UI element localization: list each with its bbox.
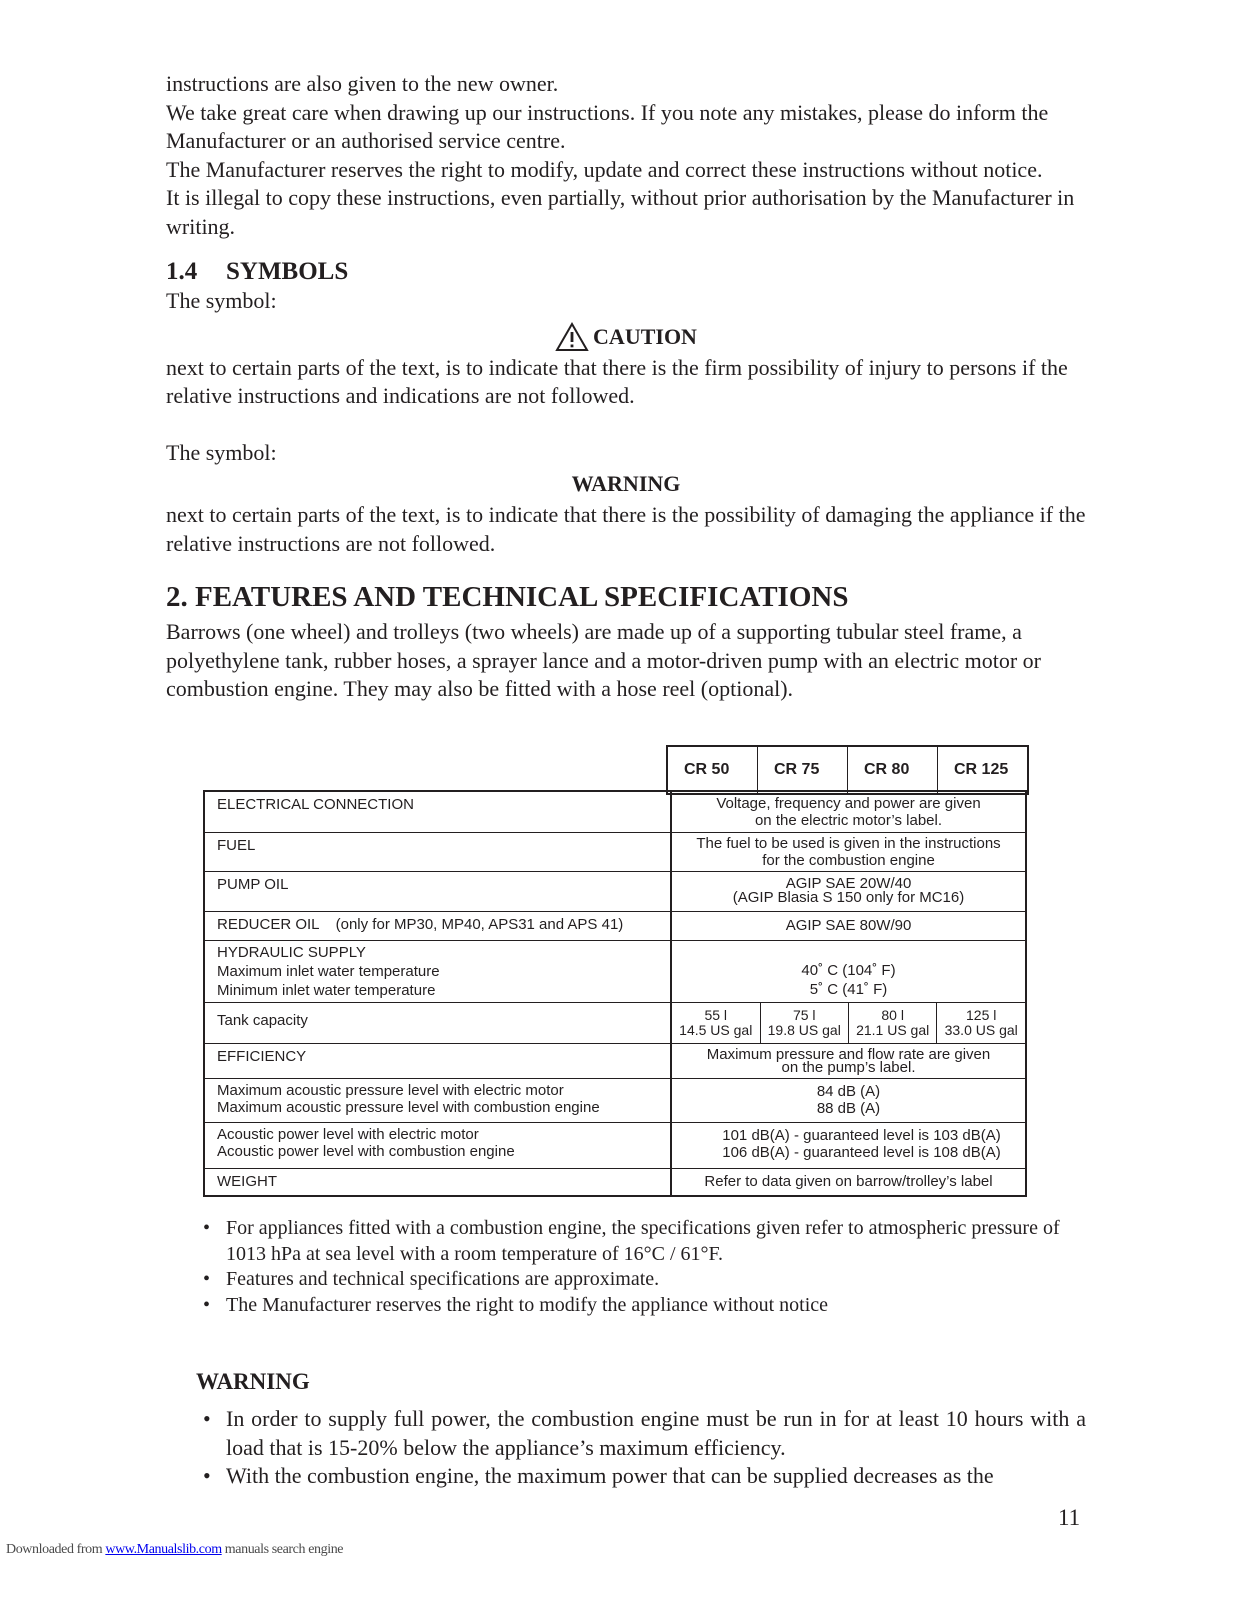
warning-list: [203, 1405, 1086, 1491]
reducer-oil-value: AGIP SAE 80W/90: [671, 911, 1026, 940]
hydraulic-label: [204, 940, 671, 1002]
tank-cr50-litres: 55 l: [704, 1006, 728, 1023]
acoustic-power-label: [204, 1122, 671, 1168]
symbols-heading: [166, 257, 1086, 287]
weight-value: Refer to data given on barrow/trolley’s label: [671, 1168, 1026, 1196]
acoustic-power-label-2: Acoustic power level with combustion engine: [217, 1142, 515, 1160]
features-heading: 2. FEATURES AND TECHNICAL SPECIFICATIONS: [166, 581, 849, 613]
acoustic-pressure-value-2: 88 dB (A): [816, 1100, 881, 1117]
table-row: [204, 871, 1026, 911]
hydraulic-value: [671, 940, 1026, 1002]
tank-cr80-litres: 80 l: [881, 1006, 904, 1023]
tank-cr50: [671, 1002, 760, 1043]
pump-oil-label: PUMP OIL: [204, 871, 671, 911]
table-row: [204, 1002, 1026, 1043]
table-row: [204, 1043, 1026, 1078]
spec-rows: [203, 790, 1027, 1197]
table-row: [204, 832, 1026, 871]
model-header: [666, 745, 1029, 795]
spec-notes: [203, 1216, 1088, 1318]
hydraulic-value-2: 5˚ C (41˚ F): [809, 981, 888, 998]
model-cr75: CR 75: [758, 747, 848, 793]
tank-cr50-gallons: 14.5 US gal: [679, 1021, 753, 1038]
intro-line-3: The Manufacturer reserves the right to modify, update and correct these instructions without notice.: [166, 156, 1043, 182]
model-cr125: CR 125: [954, 761, 1009, 778]
efficiency-value: [671, 1043, 1026, 1078]
efficiency-value-1: Maximum pressure and flow rate are given: [706, 1045, 991, 1063]
tank-cr80-gallons: 21.1 US gal: [856, 1021, 930, 1038]
warning-text: next to certain parts of the text, is to indicate that there is the possibility of damaging the appliance if the relative instructions are not followed.: [166, 502, 1086, 556]
acoustic-pressure-label: [204, 1078, 671, 1122]
acoustic-power-value-2: 106 dB(A) - guaranteed level is 108 dB(A): [722, 1143, 1001, 1161]
tank-cr80: [848, 1002, 936, 1043]
intro-line-4: It is illegal to copy these instructions, even partially, without prior authorisation by the Manufacturer in writing.: [166, 185, 1075, 239]
pump-oil-value-2: (AGIP Blasia S 150 only for MC16): [732, 889, 965, 906]
manualslib-link[interactable]: www.Manualslib.com: [105, 1542, 222, 1557]
symbol-intro-2: The symbol:: [166, 439, 277, 465]
download-footer: [6, 1542, 343, 1558]
electrical-label: ELECTRICAL CONNECTION: [204, 791, 671, 832]
intro-line-1: instructions are also given to the new owner.: [166, 71, 559, 96]
electrical-value-1: Voltage, frequency and power are given: [716, 794, 981, 812]
model-cr50: CR 50: [668, 747, 758, 793]
list-item: • With the combustion engine, the maximum power that can be supplied decreases as the: [203, 1462, 1086, 1491]
tank-cr125-gallons: 33.0 US gal: [944, 1021, 1018, 1038]
fuel-value-1: The fuel to be used is given in the instructions: [696, 834, 1001, 852]
symbols-title: SYMBOLS: [226, 258, 349, 285]
intro-line-2: We take great care when drawing up our instructions. If you note any mistakes, please do inform the Manufacturer or an authorised service centre.: [166, 99, 1049, 153]
tank-cr125: [937, 1002, 1026, 1043]
hydraulic-label-1: HYDRAULIC SUPPLY: [217, 943, 366, 961]
tank-cr75-gallons: 19.8 US gal: [767, 1021, 841, 1038]
symbols-number: 1.4: [166, 258, 198, 285]
electrical-value: [671, 791, 1026, 832]
acoustic-power-label-1: Acoustic power level with electric motor: [217, 1125, 479, 1143]
footer-prefix: Downloaded from: [6, 1542, 106, 1557]
efficiency-label: EFFICIENCY: [204, 1043, 671, 1078]
table-row: [204, 1078, 1026, 1122]
efficiency-value-2: on the pump’s label.: [781, 1058, 916, 1076]
table-row: [204, 911, 1026, 940]
model-cr80: CR 80: [848, 747, 938, 793]
list-item: • The Manufacturer reserves the right to modify the appliance without notice: [203, 1293, 1088, 1319]
list-item: • For appliances fitted with a combustion engine, the specifications given refer to atmospheric pressure of 1013 hPa at sea level with a room temperature of 16°C / 61°F.: [203, 1216, 1088, 1267]
table-row: [204, 791, 1026, 832]
weight-label: WEIGHT: [204, 1168, 671, 1196]
acoustic-power-value-1: 101 dB(A) - guaranteed level is 103 dB(A): [722, 1126, 1001, 1144]
tank-cr125-litres: 125 l: [966, 1006, 997, 1023]
table-row: [204, 940, 1026, 1002]
table-row: [204, 1168, 1026, 1196]
hydraulic-label-3: Minimum inlet water temperature: [217, 981, 436, 999]
acoustic-pressure-value: [671, 1078, 1026, 1122]
hydraulic-label-2: Maximum inlet water temperature: [217, 962, 440, 980]
caution-label: CAUTION: [593, 323, 697, 349]
footer-suffix: manuals search engine: [221, 1542, 344, 1557]
features-text: Barrows (one wheel) and trolleys (two wheels) are made up of a supporting tubular steel frame, a polyethylene tank, rubber hoses, a sprayer lance and a motor-driven pump with an electric motor or combustion engine. They may also be fitted with a hose reel (optional).: [166, 619, 1041, 701]
warning-heading: WARNING: [196, 1369, 310, 1394]
list-item: • In order to supply full power, the combustion engine must be run in for at least 10 hours with a load that is 15-20% below the appliance’s maximum efficiency.: [203, 1405, 1086, 1462]
acoustic-pressure-label-2: Maximum acoustic pressure level with combustion engine: [217, 1098, 600, 1116]
fuel-value: [671, 832, 1026, 871]
pump-oil-value: [671, 871, 1026, 911]
symbol-intro: The symbol:: [166, 288, 277, 313]
caution-symbol: [166, 322, 1086, 352]
caution-text: next to certain parts of the text, is to indicate that there is the firm possibility of injury to persons if the relative instructions and indications are not followed.: [166, 354, 1068, 408]
page-number: 11: [1058, 1505, 1081, 1530]
pump-oil-value-1: AGIP SAE 20W/40: [785, 875, 912, 892]
acoustic-pressure-label-1: Maximum acoustic pressure level with electric motor: [217, 1081, 564, 1099]
warning-triangle-icon: [555, 322, 589, 352]
list-item: • Features and technical specifications are approximate.: [203, 1267, 1088, 1293]
fuel-value-2: for the combustion engine: [762, 851, 935, 869]
electrical-value-2: on the electric motor’s label.: [754, 811, 943, 829]
table-row: [204, 1122, 1026, 1168]
page-body: [166, 70, 1086, 704]
acoustic-pressure-value-1: 84 dB (A): [816, 1083, 881, 1100]
reducer-oil-label: REDUCER OIL (only for MP30, MP40, APS31 and APS 41): [204, 911, 671, 940]
warning-label: WARNING: [571, 471, 681, 496]
fuel-label: FUEL: [204, 832, 671, 871]
tank-cr75: [760, 1002, 848, 1043]
hydraulic-value-1: 40˚ C (104˚ F): [801, 962, 896, 979]
tank-label: Tank capacity: [204, 1002, 671, 1043]
tank-cr75-litres: 75 l: [792, 1006, 816, 1023]
acoustic-power-value: [671, 1122, 1026, 1168]
